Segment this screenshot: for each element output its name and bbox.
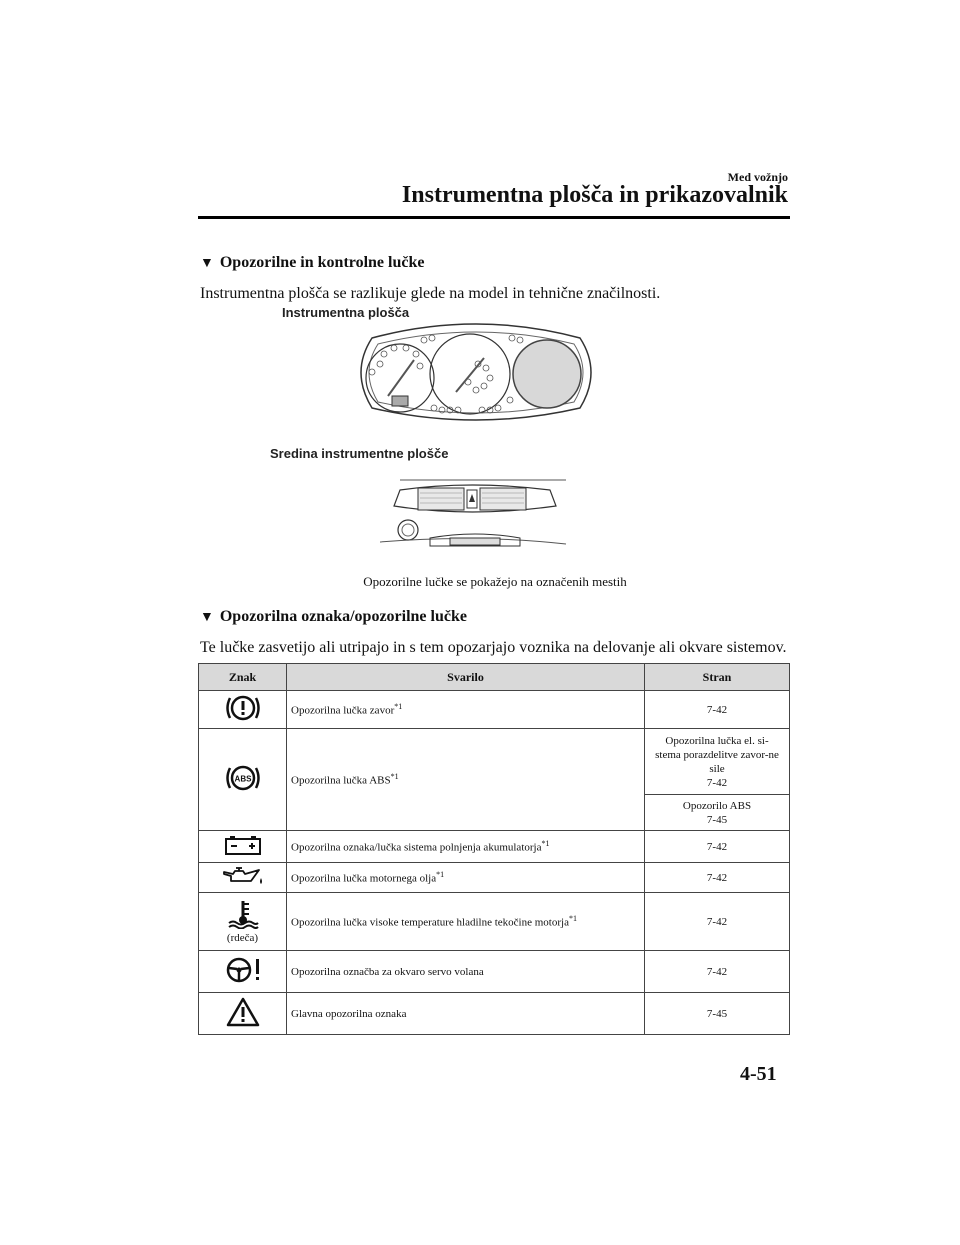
page-ref-label: Opozorilo ABS — [682, 799, 752, 812]
page-ref: 7-42 — [645, 863, 790, 893]
figure-label-cluster: Instrumentna plošča — [282, 305, 410, 320]
center-panel-illustration — [380, 472, 570, 554]
table-header-row — [199, 664, 790, 691]
brake-warning-icon — [225, 693, 261, 723]
table-row — [199, 863, 790, 893]
footnote-marker: *1 — [394, 702, 403, 712]
page-ref: 7-42 — [645, 951, 790, 993]
warning-text: Opozorilna lučka visoke temperature hladilne tekočine motorja — [291, 916, 569, 929]
column-header-page: Stran — [645, 664, 790, 691]
footnote-marker: *1 — [541, 839, 550, 849]
intro-paragraph: Instrumentna plošča se razlikuje glede na model in tehnične značilnosti. — [200, 285, 661, 302]
page-ref: 7-42 — [706, 776, 728, 789]
warning-text: Opozorilna lučka zavor — [291, 704, 395, 717]
battery-icon — [223, 834, 263, 856]
heading-warning-lights — [200, 608, 467, 626]
heading-text: Opozorilna oznaka/opozorilne lučke — [219, 608, 467, 625]
table-row — [199, 993, 790, 1035]
master-warning-icon — [225, 996, 261, 1028]
color-note: (rdeča) — [226, 932, 259, 944]
coolant-temperature-icon — [226, 899, 260, 929]
column-header-symbol: Znak — [199, 664, 287, 691]
page-ref: 7-45 — [645, 993, 790, 1035]
instrument-cluster-illustration — [352, 320, 600, 424]
page-title: Instrumentna plošča in prikazovalnik — [401, 182, 788, 208]
page-ref: 7-45 — [706, 813, 728, 826]
warning-text: Opozorilna lučka motornega olja — [291, 872, 437, 885]
warning-text: Opozorilna oznaka/lučka sistema polnjenja akumulatorja — [291, 841, 542, 854]
footnote-marker: *1 — [390, 772, 399, 782]
footnote-marker: *1 — [436, 870, 445, 880]
triangle-bullet-icon: ▼ — [200, 610, 214, 625]
table-row — [199, 831, 790, 863]
footnote-marker: *1 — [568, 914, 577, 924]
warning-lights-table — [198, 663, 790, 1035]
figure-caption: Opozorilne lučke se pokažejo na označenih mestih — [363, 574, 627, 589]
page-ref: 7-42 — [645, 831, 790, 863]
warning-text: Glavna opozorilna oznaka — [287, 993, 645, 1035]
warning-text: Opozorilna označba za okvaro servo volana — [287, 951, 645, 993]
heading-indicators — [200, 254, 424, 272]
table-row — [199, 729, 790, 795]
svg-text:ABS: ABS — [234, 774, 251, 784]
page-ref: 7-42 — [645, 691, 790, 729]
triangle-bullet-icon: ▼ — [200, 256, 214, 271]
table-row — [199, 893, 790, 951]
column-header-warning: Svarilo — [287, 664, 645, 691]
header-rule — [198, 216, 790, 219]
oil-can-icon — [221, 866, 265, 886]
page-ref: 7-42 — [645, 893, 790, 951]
figure-label-center: Sredina instrumentne plošče — [270, 446, 449, 461]
heading-text: Opozorilne in kontrolne lučke — [219, 254, 425, 271]
abs-warning-icon — [225, 763, 261, 793]
power-steering-warning-icon — [223, 955, 263, 985]
table-row — [199, 691, 790, 729]
warning-paragraph: Te lučke zasvetijo ali utripajo in s tem opozarjajo voznika na delovanje ali okvare sistemov. — [200, 639, 787, 656]
table-row — [199, 951, 790, 993]
page-number: 4-51 — [740, 1063, 777, 1085]
page-ref-label: Opozorilna lučka el. si-stema porazdelitve zavor-ne sile — [655, 734, 779, 775]
section-name: Med vožnjo — [727, 170, 788, 184]
warning-text: Opozorilna lučka ABS — [291, 774, 391, 787]
